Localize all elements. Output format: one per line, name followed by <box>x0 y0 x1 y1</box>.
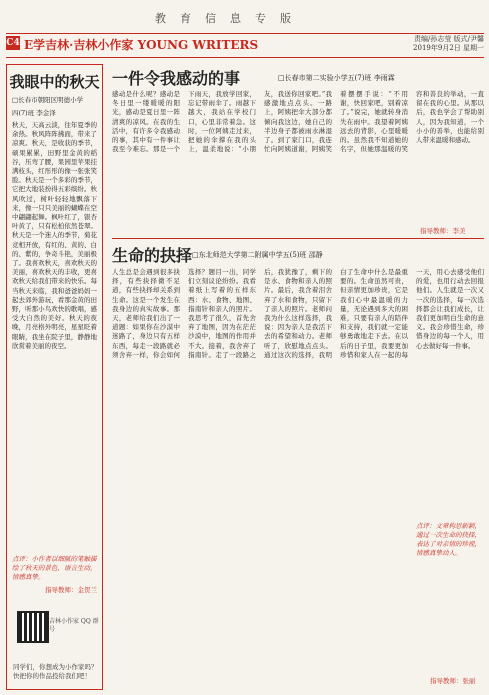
section-title: 教育信息专版 <box>155 12 305 25</box>
article2-signature: 指导教师：张丽 <box>430 677 476 685</box>
left-article-school: □长春市朝阳区明德小学 <box>12 96 84 104</box>
article1-body: 感动是什么呢？感动是冬日里一缕暖暖的阳光，感动是夏日里一阵清爽的凉风。在我的生活中，有许多令我感动的事，其中有一件事让我至今难忘。那是一个下雨天，我放学回家，忘记带雨伞了。雨越下越大，我站在学校门口，心里非常着急。这时，一位阿姨走过来，把她的伞撑在我的头上，温柔地说：“小朋友，我送你回家吧。”我感激地点点头。一路上，阿姨把伞大部分都倾向我这边，她自己的半边身子都被雨水淋湿了。到了家门口，我连忙向阿姨道谢，阿姨笑着摆摆手说：“不用谢，快回家吧，别着凉了。”说完，她就转身消失在雨中。我望着阿姨远去的背影，心里暖暖的。虽然我不知道她的名字，但她那温暖的笑容和善良的举动，一直留在我的心里。从那以后，我也学会了帮助别人，因为我知道，一个小小的善举，也能给别人带来温暖和感动。 <box>112 90 484 154</box>
page-header <box>0 0 489 32</box>
left-article-note: 点评：小作者以细腻的笔触描绘了秋天的景色，语言生动，情感真挚。 <box>12 555 97 581</box>
article2-title: 生命的抉择 <box>112 246 193 265</box>
article-divider <box>112 238 484 239</box>
left-article-body: 秋天，天高云淡，往年夏季的余热。秋风阵阵拂面，带来了凉爽。秋天，是收获的季节，硕果累累，田野里金黄的稻谷，压弯了腰，果园里苹果挂满枝头，红彤彤的像一张张笑脸。秋天是一个多彩的季节，它把大地装扮得五彩缤纷。秋风吹过，树叶轻轻地飘落下来，像一只只美丽的蝴蝶在空中翩翩起舞。枫叶红了，银杏叶黄了，只有松柏依然苍翠。秋天是一个迷人的季节，菊花竞相开放，有红的、黄的、白的、紫的，争奇斗艳，美丽极了。我喜欢秋天，喜欢秋天的美丽，喜欢秋天的丰收，更喜欢秋天给我们带来的快乐。每当秋天来临，我和爸爸妈妈一起去郊外游玩，看那金黄的田野，听那小鸟欢快的歌唱，感受大自然的美好。秋天的夜晚，月亮格外明亮，星星眨着眼睛，我坐在院子里，静静地欣赏着美丽的夜空。 <box>12 121 97 350</box>
article2-body: 人生总是会遇到很多抉择，有些抉择微不足道，有些抉择却关系到生命。这是一个发生在我身边的真实故事。那天，老师给我们出了一道题：如果你在沙漠中迷路了，身边只有五样东西，每走一段路就必须舍弃一样，你会如何选择？题目一出，同学们立刻议论纷纷。我看着纸上写着的五样东西：水、食物、地图、指南针和亲人的照片。我思考了很久，首先舍弃了地图，因为在茫茫沙漠中，地图的作用并不大。接着，我舍弃了指南针。走了一段路之后，我犹豫了，剩下的是水、食物和亲人的照片。最后，我含着泪舍弃了水和食物，只留下了亲人的照片。老师问我为什么这样选择，我说：因为亲人是我活下去的希望和动力。老师听了，欣慰地点点头。通过这次的选择，我明白了生命中什么是最重要的。生命虽然可贵，但亲情更加珍贵，它是我们心中最温暖的力量，无论遇到多大的困难，只要有亲人的陪伴和支持，我们就一定能够勇敢地走下去。在以后的日子里，我要更加珍惜和家人在一起的每一天，用心去感受他们的爱，也用行动去回报他们。人生就是一次又一次的选择，每一次选择都会让我们成长，让我们更加明白生命的意义。我会珍惜生命，珍惜身边的每一个人，用心去做好每一件事。 <box>112 268 484 359</box>
qr-caption: 吉林小作家 QQ 群号 <box>49 618 99 633</box>
date-line: 2019年9月2日 星期一 <box>413 44 484 52</box>
article2-author: □东北师范大学第二附属中学五(5)班 邵静 <box>192 251 323 259</box>
left-article <box>6 64 103 690</box>
masthead-rule <box>6 57 484 58</box>
editor-line: 责编/孙志莹 版式/尹馨 <box>414 35 484 43</box>
qr-code-icon[interactable] <box>17 611 49 643</box>
column-brand: E学吉林·吉林小作家 YOUNG WRITERS <box>24 38 259 52</box>
promo-text: 同学们，你想成为小作家吗？快把你的作品投给我们吧！ <box>13 663 98 680</box>
article2-header <box>112 243 482 263</box>
article1-title: 一件令我感动的事 <box>112 69 241 88</box>
masthead <box>6 34 484 56</box>
article1-header <box>112 66 482 86</box>
left-article-title: 我眼中的秋天 <box>9 73 100 91</box>
article2-note: 点评：文章构思新颖，通过一次生命的抉择，表达了对亲情的珍视，情感真挚动人。 <box>416 522 481 557</box>
left-article-signature: 指导教师：金贺兰 <box>45 586 97 594</box>
article1-author: □长春市第二实验小学五(7)班 李雨霖 <box>278 74 395 82</box>
left-article-author: 四(7)班 李金泽 <box>12 109 56 117</box>
article1-signature: 指导教师：李美 <box>420 227 466 235</box>
issue-info <box>413 35 484 53</box>
page-number-badge: C4 <box>6 38 20 48</box>
